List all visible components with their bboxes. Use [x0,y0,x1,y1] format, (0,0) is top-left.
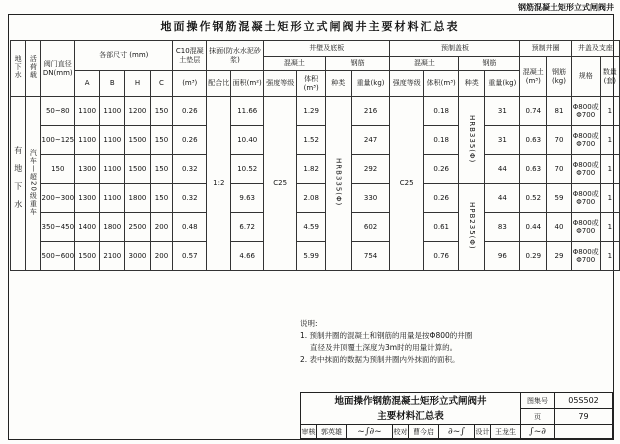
atlas-label: 图集号 [521,393,555,409]
col-c10-unit: (m³) [173,71,207,97]
blank-cell [555,425,613,439]
cell-a: 1100 [75,126,100,155]
col-slab-rebar: 钢筋 [459,57,520,71]
cell-swt: 31 [485,126,520,155]
cell-wt: 247 [351,126,390,155]
cell-qty: 1 [600,242,619,271]
cell-swt: 44 [485,184,520,213]
cell-c: 200 [150,242,173,271]
cell-wall-strength: C25 [263,97,297,271]
cell-c: 150 [150,126,173,155]
title-block-title [301,393,521,425]
design-name: 王龙生 [491,425,521,439]
cell-svol: 0.26 [423,155,458,184]
col-plaster-mix: 配合比 [207,71,231,97]
cell-vol: 1.82 [297,155,325,184]
atlas-number: 05S502 [555,393,613,409]
cell-h: 1500 [125,155,150,184]
cell-h: 1800 [125,184,150,213]
review-signature: ~∫∂~ [347,425,393,439]
note-1a: 1. 预制井圈的混凝土和钢筋的用量是按Φ800的井圈 [300,331,473,340]
col-wall: 井壁及底板 [263,41,390,57]
cell-h: 3000 [125,242,150,271]
cell-area: 9.63 [231,184,263,213]
cell-b: 1100 [100,155,125,184]
cell-wall-rebar-type: HRB335(Φ) [334,158,343,207]
cell-rr: 81 [547,97,572,126]
cell-dn: 100~125 [41,126,75,155]
col-volume: 体积(m³) [297,71,325,97]
table-row [11,213,620,242]
cell-mix: 1:2 [207,97,231,271]
cell-rc: 0.63 [520,155,547,184]
col-strength: 强度等级 [263,71,297,97]
group-water: 有地下水 [13,146,23,219]
cell-a: 1300 [75,155,100,184]
title-line-2: 主要材料汇总表 [377,411,444,422]
note-1b: 直径及井顶覆土深度为3m时的用量计算的。 [310,343,458,352]
table-row [11,126,620,155]
table-row [11,97,620,126]
col-wall-rebar: 钢筋 [325,57,390,71]
cell-h: 1500 [125,126,150,155]
col-live-load: 活荷载 [29,55,38,80]
cell-rr: 29 [547,242,572,271]
design-label: 设计 [475,425,491,439]
cell-area: 10.40 [231,126,263,155]
cell-a: 1100 [75,97,100,126]
cell-swt: 31 [485,97,520,126]
cell-dn: 350~450 [41,213,75,242]
cell-area: 4.66 [231,242,263,271]
cell-wt: 216 [351,97,390,126]
review-label: 审核 [301,425,317,439]
cell-swt: 44 [485,155,520,184]
cell-rc: 0.29 [520,242,547,271]
cell-qty: 1 [600,213,619,242]
materials-table [10,40,620,271]
cell-qty: 1 [600,155,619,184]
cell-a: 1300 [75,184,100,213]
col-weight: 重量(kg) [351,71,390,97]
col-ring: 预制井圈 [520,41,571,57]
note-2: 2. 表中抹面的数据为预制井圈内外抹面的面积。 [300,355,460,364]
group-load: 汽车—超20级重车 [29,149,38,216]
cell-b: 1100 [100,126,125,155]
cell-vol: 2.08 [297,184,325,213]
col-type: 种类 [325,71,351,97]
cell-spec: Φ800或Φ700 [571,242,600,271]
cell-qty: 1 [600,184,619,213]
cell-qty: 1 [600,126,619,155]
cell-b: 1100 [100,97,125,126]
cell-svol: 0.18 [423,126,458,155]
cell-c10: 0.32 [173,184,207,213]
col-underground-water: 地下水 [14,55,23,80]
col-slab-weight: 重量(kg) [485,71,520,97]
col-plaster: 抹面(防水水泥砂浆) [207,41,264,71]
col-dim-h: H [125,71,150,97]
cell-dn: 150 [41,155,75,184]
title-block [300,392,614,440]
cell-c10: 0.57 [173,242,207,271]
cell-a: 1400 [75,213,100,242]
table-row [11,184,620,213]
cell-c: 150 [150,184,173,213]
col-slab-strength: 强度等级 [390,71,424,97]
cell-area: 10.52 [231,155,263,184]
cell-spec: Φ800或Φ700 [571,97,600,126]
col-cover-qty: 数量(套) [600,57,619,97]
col-slab-concrete: 混凝土 [390,57,459,71]
col-c10: C10混凝土垫层 [173,41,207,71]
cell-c: 150 [150,97,173,126]
cell-swt: 96 [485,242,520,271]
col-cover-spec: 规格 [571,57,600,97]
cell-vol: 1.29 [297,97,325,126]
cell-spec: Φ800或Φ700 [571,213,600,242]
col-dim-a: A [75,71,100,97]
cell-slab-rebar-type-b: HPB235(Φ) [467,202,476,250]
cell-rr: 70 [547,155,572,184]
cell-c10: 0.32 [173,155,207,184]
cell-svol: 0.18 [423,97,458,126]
cell-svol: 0.76 [423,242,458,271]
cell-rr: 40 [547,213,572,242]
cell-rc: 0.44 [520,213,547,242]
col-dim-b: B [100,71,125,97]
col-slab-volume: 体积(m³) [423,71,458,97]
cell-c10: 0.48 [173,213,207,242]
cell-c10: 0.26 [173,126,207,155]
cell-b: 1100 [100,184,125,213]
col-dims: 各部尺寸 (mm) [75,41,173,71]
header-tag: 钢筋混凝土矩形立式闸阀井 [518,3,614,12]
cell-c: 200 [150,213,173,242]
table-row [11,242,620,271]
notes [300,318,472,366]
cell-slab-rebar-type-a: HRB335(Φ) [467,114,476,164]
cell-spec: Φ800或Φ700 [571,184,600,213]
cell-rc: 0.52 [520,184,547,213]
col-dim-c: C [150,71,173,97]
cell-qty: 1 [600,97,619,126]
cell-svol: 0.26 [423,184,458,213]
cell-a: 1500 [75,242,100,271]
cell-b: 2100 [100,242,125,271]
col-cover: 井盖及支座 [571,41,619,57]
table-title: 地面操作钢筋混凝土矩形立式闸阀井主要材料汇总表 [160,20,460,33]
cell-svol: 0.61 [423,213,458,242]
cell-area: 6.72 [231,213,263,242]
cell-dn: 200~300 [41,184,75,213]
cell-area: 11.66 [231,97,263,126]
page-label: 页 [521,409,555,425]
col-valve-diameter: 阀门直径DN(mm) [41,41,75,97]
review-name: 郭英雄 [317,425,347,439]
cell-rr: 70 [547,126,572,155]
cell-swt: 83 [485,213,520,242]
cell-h: 2500 [125,213,150,242]
page-number: 79 [555,409,613,425]
col-slab: 预制盖板 [390,41,520,57]
check-name: 曹今启 [409,425,439,439]
title-line-1: 地面操作钢筋混凝土矩形立式闸阀井 [334,396,487,407]
col-ring-rebar: 钢筋(kg) [547,57,572,97]
check-label: 校对 [393,425,409,439]
cell-wt: 602 [351,213,390,242]
cell-dn: 500~600 [41,242,75,271]
cell-wt: 330 [351,184,390,213]
cell-b: 1800 [100,213,125,242]
table-row [11,155,620,184]
col-slab-type: 种类 [459,71,485,97]
notes-heading: 说明: [300,319,318,328]
col-plaster-area: 面积(m²) [231,71,263,97]
cell-h: 1200 [125,97,150,126]
cell-vol: 4.59 [297,213,325,242]
col-wall-concrete: 混凝土 [263,57,325,71]
cell-rc: 0.74 [520,97,547,126]
col-ring-concrete: 混凝土(m³) [520,57,547,97]
cell-wt: 292 [351,155,390,184]
cell-slab-strength: C25 [390,97,424,271]
design-signature: ∫~∂ [521,425,555,439]
cell-vol: 1.52 [297,126,325,155]
cell-vol: 5.99 [297,242,325,271]
cell-c: 150 [150,155,173,184]
cell-spec: Φ800或Φ700 [571,155,600,184]
cell-rr: 59 [547,184,572,213]
cell-wt: 754 [351,242,390,271]
check-signature: ∂~∫ [439,425,475,439]
cell-c10: 0.26 [173,97,207,126]
cell-spec: Φ800或Φ700 [571,126,600,155]
cell-rc: 0.63 [520,126,547,155]
cell-dn: 50~80 [41,97,75,126]
